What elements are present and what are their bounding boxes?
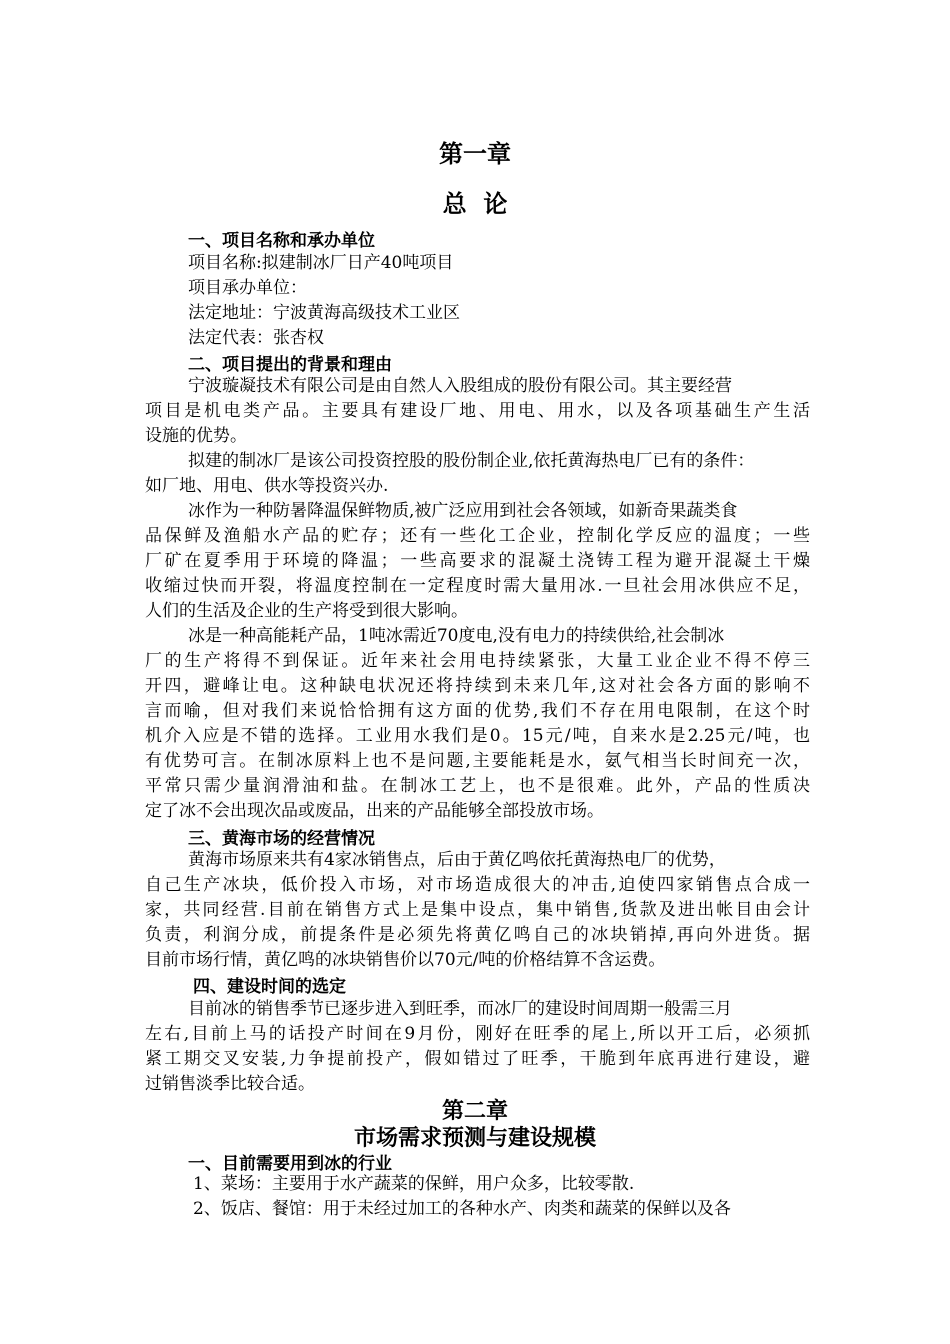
section-heading-4: 四、建设时间的选定 — [193, 977, 346, 997]
paragraph-line: 黄海市场原来共有4家冰销售点，后由于黄亿鸣依托黄海热电厂的优势， — [188, 850, 726, 870]
chapter-2-subtitle: 市场需求预测与建设规模 — [353, 1126, 596, 1151]
section-heading-2: 二、项目提出的背景和理由 — [188, 355, 392, 375]
paragraph-line: 左右,目前上马的话投产时间在9月份，刚好在旺季的尾上,所以开工后，必须抓 — [145, 1024, 810, 1044]
paragraph-line: 平常只需少量润滑油和盐。在制冰工艺上，也不是很难。此外，产品的性质决 — [145, 776, 810, 796]
list-item: 2、饭店、餐馆：用于未经过加工的各种水产、肉类和蔬菜的保鲜以及各 — [193, 1199, 731, 1219]
paragraph-line: 项目承办单位： — [188, 278, 307, 298]
paragraph-line: 如厂地、用电、供水等投资兴办. — [145, 476, 389, 496]
paragraph-line: 法定地址：宁波黄海高级技术工业区 — [188, 303, 460, 323]
paragraph-line: 项目名称:拟建制冰厂日产40吨项目 — [188, 253, 454, 273]
paragraph-line: 品保鲜及渔船水产品的贮存；还有一些化工企业，控制化学反应的温度；一些 — [145, 526, 810, 546]
paragraph-line: 厂矿在夏季用于环境的降温；一些高要求的混凝土浇铸工程为避开混凝土干燥 — [145, 551, 810, 571]
paragraph-line: 冰是一种高能耗产品，1吨冰需近70度电,没有电力的持续供给,社会制冰 — [188, 626, 725, 646]
chapter-1-subtitle: 总 论 — [442, 190, 508, 218]
paragraph-line: 定了冰不会出现次品或废品，出来的产品能够全部投放市场。 — [145, 801, 604, 821]
paragraph-line: 开四，避峰让电。这种缺电状况还将持续到未来几年,这对社会各方面的影响不 — [145, 676, 810, 696]
paragraph-line: 紧工期交叉安装,力争提前投产，假如错过了旺季，干脆到年底再进行建设，避 — [145, 1049, 810, 1069]
paragraph-line: 目前市场行情，黄亿鸣的冰块销售价以70元/吨的价格结算不含运费。 — [145, 950, 666, 970]
paragraph-line: 设施的优势。 — [145, 426, 247, 446]
paragraph-line: 收缩过快而开裂，将温度控制在一定程度时需大量用冰.一旦社会用冰供应不足， — [145, 576, 810, 596]
section-heading-5: 一、目前需要用到冰的行业 — [188, 1154, 392, 1174]
paragraph-line: 厂的生产将得不到保证。近年来社会用电持续紧张，大量工业企业不得不停三 — [145, 651, 810, 671]
chapter-2-title: 第二章 — [441, 1099, 508, 1124]
list-item: 1、菜场：主要用于水产蔬菜的保鲜，用户众多，比较零散. — [193, 1174, 635, 1194]
paragraph-line: 负责，利润分成，前提条件是必须先将黄亿鸣自己的冰块销掉,再向外进货。据 — [145, 925, 810, 945]
paragraph-line: 法定代表：张杏权 — [188, 328, 324, 348]
paragraph-line: 冰作为一种防暑降温保鲜物质,被广泛应用到社会各领域，如新奇果蔬类食 — [188, 501, 738, 521]
paragraph-line: 言而喻，但对我们来说恰恰拥有这方面的优势,我们不存在用电限制，在这个时 — [145, 701, 810, 721]
paragraph-line: 目前冰的销售季节已逐步进入到旺季，而冰厂的建设时间周期一般需三月 — [188, 999, 732, 1019]
paragraph-line: 有优势可言。在制冰原料上也不是问题,主要能耗是水，氨气相当长时间充一次， — [145, 751, 810, 771]
paragraph-line: 过销售淡季比较合适。 — [145, 1074, 315, 1094]
paragraph-line: 宁波璇凝技术有限公司是由自然人入股组成的股份有限公司。其主要经营 — [188, 376, 732, 396]
section-heading-1: 一、项目名称和承办单位 — [188, 231, 375, 251]
paragraph-line: 人们的生活及企业的生产将受到很大影响。 — [145, 601, 468, 621]
chapter-1-title: 第一章 — [439, 140, 511, 168]
paragraph-line: 家，共同经营.目前在销售方式上是集中设点，集中销售,货款及进出帐目由会计 — [145, 900, 810, 920]
paragraph-line: 项目是机电类产品。主要具有建设厂地、用电、用水，以及各项基础生产生活 — [145, 401, 810, 421]
paragraph-line: 机介入应是不错的选择。工业用水我们是0。15元/吨，自来水是2.25元/吨，也 — [145, 726, 810, 746]
section-heading-3: 三、黄海市场的经营情况 — [188, 829, 375, 849]
paragraph-line: 拟建的制冰厂是该公司投资控股的股份制企业,依托黄海热电厂已有的条件： — [188, 451, 755, 471]
paragraph-line: 自己生产冰块，低价投入市场，对市场造成很大的冲击,迫使四家销售点合成一 — [145, 875, 810, 895]
